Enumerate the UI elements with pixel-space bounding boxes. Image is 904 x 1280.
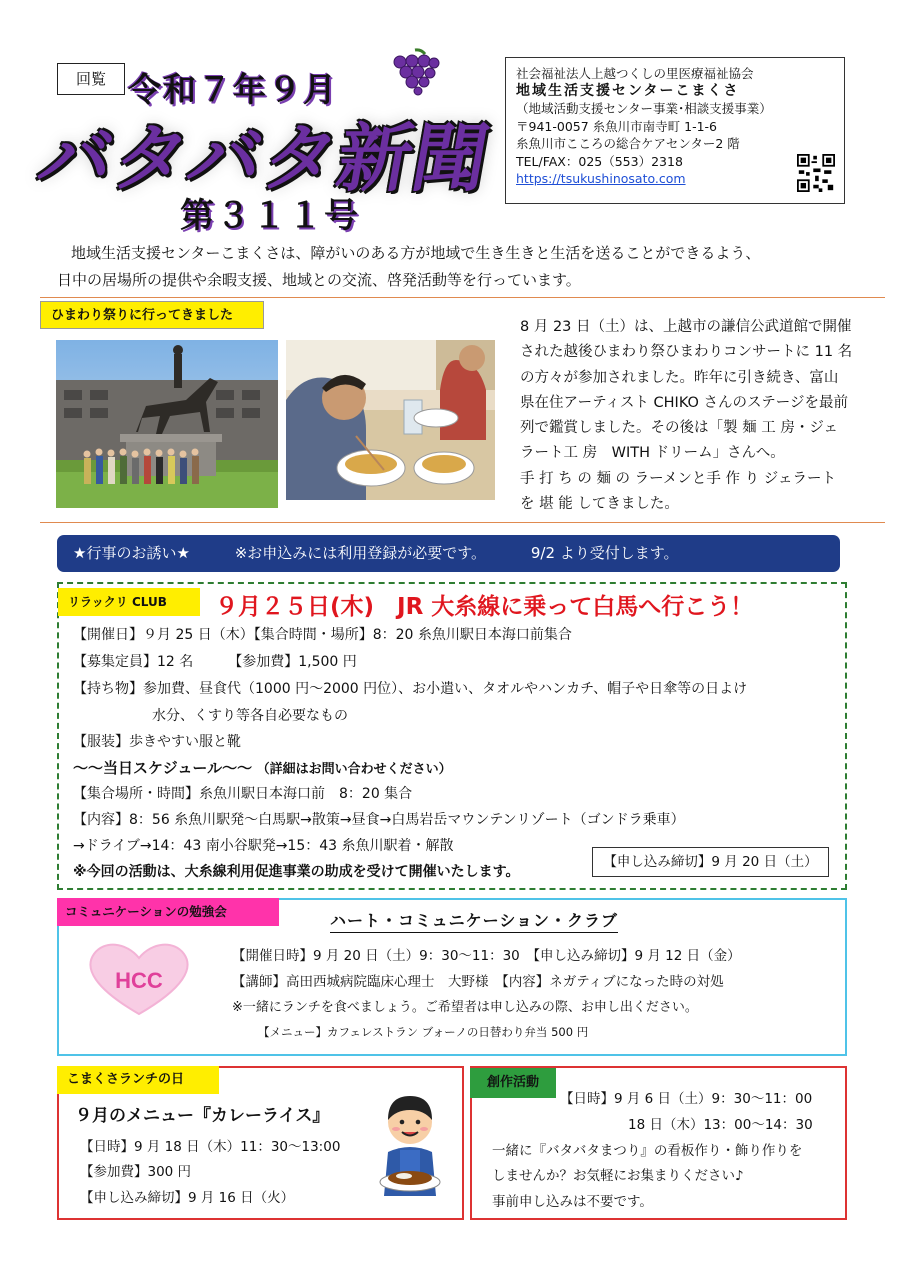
hcc-lecturer: 【講師】高田西城病院臨床心理士 大野様 【内容】ネガティブになった時の対処 (232, 974, 724, 990)
club-meeting: 【集合場所・時間】糸魚川駅日本海口前 8：20 集合 (73, 786, 413, 802)
sunflower-line: を 堪 能 してきました。 (520, 496, 679, 513)
org-tel: TEL/FAX：025（553）2318 (516, 153, 683, 169)
sunflower-line: の方々が参加されました。昨年に引き続き、富山 (520, 369, 839, 386)
intro-line-2: 日中の居場所の提供や余暇支援、地域との交流、啓発活動等を行っています。 (57, 271, 581, 289)
club-subsidy-note: ※今回の活動は、大糸線利用促進事業の助成を受けて開催いたします。 (73, 864, 520, 880)
club-items: 【持ち物】参加費、昼食代（1000 円～2000 円位）、お小遣い、タオルやハンカチ、帽子や日傘等の日よけ (73, 681, 748, 697)
craft-section-label: 創作活動 (470, 1068, 556, 1098)
club-content-cont: →ドライブ→14：43 南小谷駅発→15：43 糸魚川駅着・解散 (73, 838, 454, 854)
schedule-note: （詳細はお問い合わせください） (256, 762, 452, 777)
club-capacity: 【募集定員】12 名 【参加費】1,500 円 (73, 654, 357, 670)
craft-body-3: 事前申し込みは不要です。 (492, 1194, 653, 1210)
statue-group-photo (56, 340, 278, 508)
hcc-heart-logo (84, 938, 194, 1018)
hcc-title: ハート・コミュニケーション・クラブ (330, 908, 618, 933)
intro-text (57, 240, 857, 294)
org-parent: 社会福祉法人上越つくしの里医療福祉協会 (516, 66, 754, 81)
section-divider (40, 522, 885, 523)
event-invitation-bar (57, 535, 840, 572)
hcc-section-label: コミュニケーションの勉強会 (57, 898, 279, 926)
club-schedule-heading (73, 757, 452, 778)
invite-start-date: 9/2 より受付します。 (530, 544, 679, 562)
hcc-menu-note: 【メニュー】カフェレストラン ブォーノの日替わり弁当 500 円 (258, 1025, 589, 1039)
org-website-link[interactable]: https://tsukushinosato.com (516, 171, 686, 186)
hcc-date: 【開催日時】9 月 20 日（土）9：30～11：30 【申し込み締切】9 月 12 日（金） (232, 948, 741, 964)
club-date: 【開催日】９月 25 日（木）【集合時間・場所】8：20 糸魚川駅日本海口前集合 (73, 627, 572, 643)
club-items-cont: 水分、くすり等各自必要なもの (152, 708, 348, 724)
schedule-heading: ～～当日スケジュール～～ (73, 759, 253, 777)
club-deadline: 【申し込み締切】9 月 20 日（土） (592, 847, 829, 877)
hcc-lunch-note: ※一緒にランチを食べましょう。ご希望者は申し込みの際、お申し出ください。 (232, 1000, 698, 1015)
craft-date-1: 【日時】9 月 6 日（土）9：30～11：00 (560, 1091, 813, 1107)
organization-info-box (505, 57, 845, 204)
club-label: リラックリ CLUB (58, 588, 200, 616)
org-name: 地域生活支援センターこまくさ (516, 82, 740, 99)
org-programs: （地域活動支援センター事業･相談支援事業） (516, 101, 772, 116)
lunch-date: 【日時】9 月 18 日（木）11：30～13:00 (80, 1139, 341, 1155)
invite-registration-note: ※お申込みには利用登録が必要です。 (234, 544, 487, 562)
grapes-icon (390, 48, 440, 96)
sunflower-line: 列で鑑賞しました。その後は「製 麺 工 房・ジェ (520, 420, 839, 437)
qr-code[interactable] (797, 154, 835, 192)
sunflower-report (520, 315, 860, 517)
lunch-fee: 【参加費】300 円 (80, 1164, 192, 1180)
sunflower-line: 8 月 23 日（土）は、上越市の謙信公武道館で開催 (520, 319, 852, 335)
chef-with-curry-illustration (374, 1092, 446, 1202)
club-dress: 【服装】歩きやすい服と靴 (73, 734, 241, 750)
org-address-1: 〒941-0057 糸魚川市南寺町 1-1-6 (516, 118, 718, 134)
hcc-logo-text: HCC (115, 968, 163, 993)
sunflower-line: ラート工 房 WITH ドリーム」さんへ。 (520, 445, 785, 462)
club-headline: ９月２５日(木) JR 大糸線に乗って白馬へ行こう！ (215, 594, 754, 620)
intro-line-1: 地域生活支援センターこまくさは、障がいのある方が地域で生き生きと生活を送ることができるよう、 (71, 244, 761, 262)
circulation-stamp: 回覧 (57, 63, 125, 95)
lunch-deadline: 【申し込み締切】9 月 16 日（火） (80, 1190, 295, 1206)
lunch-menu: ９月のメニュー『カレーライス』 (75, 1106, 330, 1126)
club-content: 【内容】8：56 糸魚川駅発～白馬駅→散策→昼食→白馬岩岳マウンテンリゾート（ゴンドラ乗車） (73, 812, 685, 828)
craft-date-2: 18 日（木）13：00～14：30 (628, 1117, 813, 1133)
craft-body-2: しませんか？お気軽にお集まりください♪ (492, 1168, 744, 1184)
org-address-2: 糸魚川市こころの総合ケアセンター2 階 (516, 136, 740, 151)
issue-number: 第３１１号 (180, 196, 360, 236)
sunflower-line: 手 打 ち の 麺 の ラーメンと手 作 り ジェラート (520, 470, 836, 487)
issue-date: 令和７年９月 (128, 70, 338, 109)
craft-body-1: 一緒に『バタバタまつり』の看板作り・飾り作りを (492, 1143, 803, 1159)
section-divider (40, 297, 885, 298)
lunch-section-label: こまくさランチの日 (57, 1066, 219, 1094)
sunflower-line: 県在住アーティスト CHIKO さんのステージを最前 (520, 394, 848, 411)
sunflower-line: された越後ひまわり祭ひまわりコンサートに 11 名 (520, 344, 853, 361)
sunflower-section-label: ひまわり祭りに行ってきました (40, 301, 264, 329)
ramen-meal-photo (286, 340, 495, 500)
invite-title: ★行事のお誘い★ (73, 544, 190, 562)
newsletter-masthead: バタバタ新聞 (31, 116, 496, 202)
